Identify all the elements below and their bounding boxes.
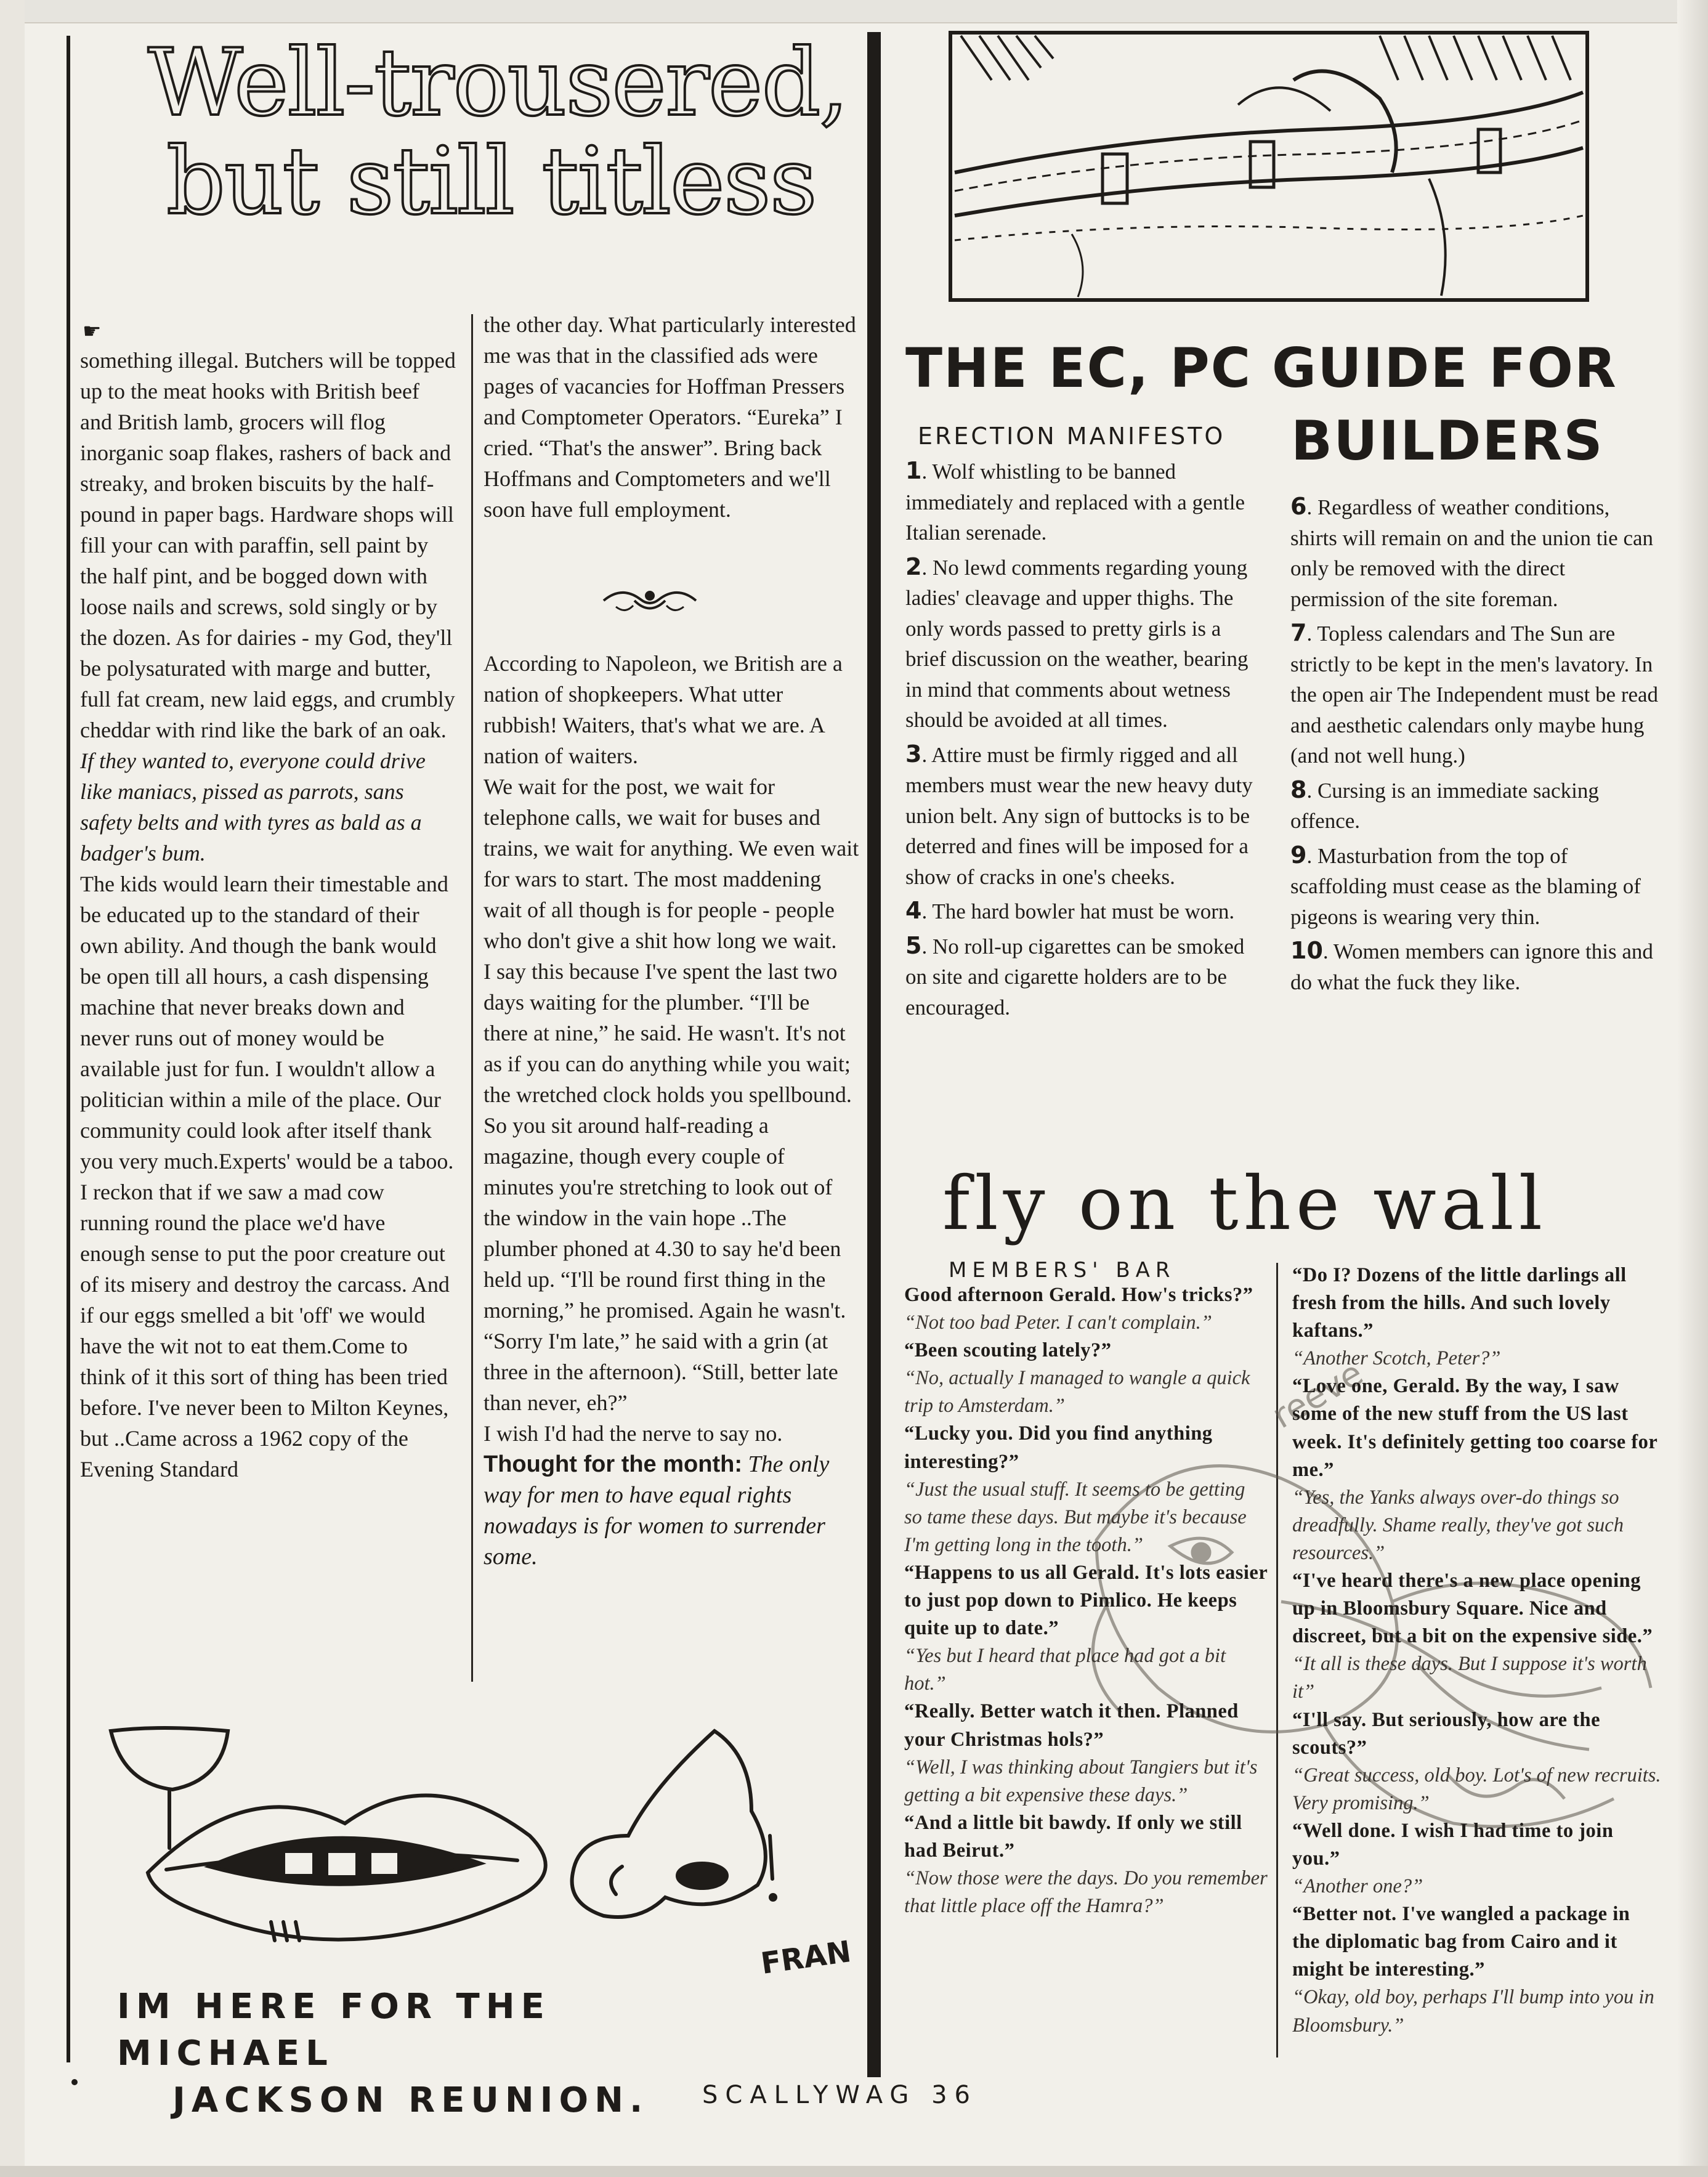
left-border-rule	[67, 36, 70, 2062]
lips-nose-cartoon	[99, 1713, 856, 1984]
guide-rules-column-1	[905, 456, 1263, 1023]
erection-manifesto-subtitle: ERECTION MANIFESTO	[918, 423, 1226, 450]
dialogue-line: “I've heard there's a new place opening up in Bloomsbury Square. Nice and discreet, but a bit on the expensive side.”	[1292, 1570, 1653, 1648]
fly-on-the-wall-title: fly on the wall	[942, 1161, 1548, 1247]
headline-line-2: but still titless	[166, 128, 816, 235]
dialogue-line: “Well done. I wish I had time to join you.”	[1292, 1819, 1614, 1870]
headline-line-1: Well-trousered,	[148, 30, 848, 137]
dialogue-line: “Really. Better watch it then. Planned your Christmas hols?”	[904, 1700, 1239, 1751]
page-right-shadow	[1677, 0, 1708, 2177]
members-bar-dialogue-column-2	[1292, 1262, 1662, 2040]
col2-paragraph: According to Napoleon, we British are a nation of shopkeepers. What utter rubbish! Waiters, that's what we are. A nation of waiters.	[484, 651, 843, 768]
margin-dot	[71, 2079, 78, 2085]
col2-paragraph: I say this because I've spent the last two days waiting for the plumber. “I'll be there at nine,” he said. He wasn't. It's not as if you can do anything while you wait; the wretched clock holds you spellbound. So you sit around half-reading a magazine, though every couple of minutes you're stretching to look out of the window in the vain hope ..The plumber phoned at 4.30 to say he'd been held up. “I'll be round first thing in the morning,” he promised. Again he wasn't.	[484, 959, 852, 1323]
col1-paragraph: something illegal. Butchers will be topped up to the meat hooks with British beef and British lamb, grocers will flog inorganic soap flakes, rashers of back and streaky, and broken biscuits by the half-pound in paper bags. Hardware shops will fill your can with paraffin, sell paint by the half pint, and be bogged down with loose nails and screws, sold singly or by the dozen. As for dairies - my God, they'll be polysaturated with marge and butter, full fat cream, new laid eggs, and crumbly cheddar with rind like the bark of an oak.	[80, 348, 456, 742]
guide-rule: 1. Wolf whistling to be banned immediately and replaced with a gentle Italian serenade.	[905, 457, 1245, 545]
guide-rule: 7. Topless calendars and The Sun are strictly to be kept in the men's lavatory. In the open air The Independent must be read and aesthetic calendars only maybe hung (and not well hung.)	[1290, 619, 1659, 768]
dialogue-line: “No, actually I managed to wangle a quick trip to Amsterdam.”	[904, 1367, 1250, 1417]
caption-line-2: JACKSON REUNION.	[172, 2080, 649, 2120]
dialogue-line: “And a little bit bawdy. If only we still had Beirut.”	[904, 1811, 1242, 1862]
caption-line-1: IM HERE FOR THE MICHAEL	[117, 1987, 551, 2074]
cartoon-caption	[117, 1984, 764, 2124]
center-divider-rule	[867, 32, 881, 2077]
guide-rules-column-2	[1290, 492, 1660, 997]
members-bar-subtitle: MEMBERS' BAR	[949, 1258, 1176, 1283]
page-bottom-edge	[0, 2166, 1708, 2177]
dialogue-line: “Another Scotch, Peter?”	[1292, 1347, 1501, 1370]
guide-title-line-1: THE EC, PC GUIDE FOR	[905, 336, 1617, 400]
article-column-2	[484, 309, 859, 525]
pointing-hand-icon: ☛	[83, 320, 102, 343]
col1-paragraph: The kids would learn their timestable and be educated up to the standard of their own ability. And though the bank would be open till all hours, a cash dispensing machine that never breaks down and never runs out of money would be available just for fun. I wouldn't allow a politician within a mile of the place. Our community could look after itself thank you very much.Experts' would be a taboo. I reckon that if we saw a mad cow running round the place we'd have enough sense to put the poor creature out of its misery and destroy the carcass. And if our eggs smelled a bit 'off' we would have the wit not to eat them.Come to think of it this sort of thing has been tried before. I've never been to Milton Keynes, but ..Came across a 1962 copy of the Evening Standard	[80, 872, 454, 1482]
dialogue-line: “Now those were the days. Do you remember that little place off the Hamra?”	[904, 1867, 1268, 1918]
article-headline	[148, 30, 856, 235]
article-column-1	[80, 345, 456, 1485]
dialogue-line: “Do I? Dozens of the little darlings all fresh from the hills. And such lovely kaftans.”	[1292, 1264, 1627, 1342]
page-top-edge	[0, 0, 1708, 23]
members-bar-dialogue-column-1	[904, 1281, 1268, 1920]
page-footer: SCALLYWAG 36	[702, 2081, 978, 2109]
guide-rule: 2. No lewd comments regarding young ladies' cleavage and upper thighs. The only words passed to pretty girls is a brief discussion on the weather, bearing in mind that comments about wetness should be avoided at all times.	[905, 553, 1249, 732]
guide-rule: 9. Masturbation from the top of scaffolding must cease as the blaming of pigeons is wearing very thin.	[1290, 841, 1641, 929]
guide-rule: 8. Cursing is an immediate sacking offence.	[1290, 776, 1599, 833]
guide-rule: 5. No roll-up cigarettes can be smoked on site and cigarette holders are to be encouraged.	[905, 931, 1245, 1020]
guide-rule: 4. The hard bowler hat must be worn.	[905, 897, 1235, 924]
col2-top-paragraph: the other day. What particularly interested me was that in the classified ads were pages of vacancies for Hoffman Pressers and Comptometer Operators. “Eureka” I cried. “That's the answer”. Bring back Hoffmans and Comptometers and we'll soon have full employment.	[484, 312, 856, 522]
page-gutter	[0, 0, 25, 2177]
dialogue-line: “Love one, Gerald. By the way, I saw some of the new stuff from the US last week. It's definitely getting too coarse for me.”	[1292, 1375, 1657, 1481]
col1-italic-paragraph: If they wanted to, everyone could drive like maniacs, pissed as parrots, sans safety belts and with tyres as bald as a badger's bum.	[80, 748, 426, 866]
dialogue-line: “Okay, old boy, perhaps I'll bump into you in Bloomsbury.”	[1292, 1986, 1654, 2037]
dialogue-line: “Better not. I've wangled a package in the diplomatic bag from Cairo and it might be interesting.”	[1292, 1903, 1630, 1981]
dialogue-line: “Just the usual stuff. It seems to be getting so tame these days. But maybe it's because I'm getting long in the tooth.”	[904, 1478, 1247, 1556]
floral-ornament-icon	[597, 582, 702, 625]
guide-rule: 6. Regardless of weather conditions, shirts will remain on and the union tie can only be removed with the direct permission of the site foreman.	[1290, 493, 1654, 611]
col2-paragraph: “Sorry I'm late,” he said with a grin (at three in the afternoon). “Still, better late than never, eh?”	[484, 1329, 838, 1415]
column-divider-rule	[471, 314, 473, 1682]
dialogue-line: “Well, I was thinking about Tangiers but it's getting a bit expensive these days.”	[904, 1756, 1258, 1806]
guide-rule: 10. Women members can ignore this and do what the fuck they like.	[1290, 937, 1653, 994]
dialogue-line: Good afternoon Gerald. How's tricks?”	[904, 1284, 1253, 1306]
dialogue-line: “Happens to us all Gerald. It's lots easier to just pop down to Pimlico. He keeps quite up to date.”	[904, 1561, 1268, 1640]
article-column-2-lower	[484, 648, 859, 1572]
dialogue-line: “Yes, the Yanks always over-do things so dreadfully. Shame really, they've got such resources.”	[1292, 1486, 1624, 1564]
col2-paragraph: We wait for the post, we wait for telephone calls, we wait for buses and trains, we wait for anything. We even wait for wars to start. The most maddening wait of all though is for people - people who don't give a shit how long we wait.	[484, 774, 859, 953]
dialogue-line: “Great success, old boy. Lot's of new recruits. Very promising.”	[1292, 1764, 1661, 1814]
artist-signature: FRAN	[758, 1934, 854, 1981]
dialogue-line: “Yes but I heard that place had got a bit hot.”	[904, 1645, 1226, 1695]
dialogue-line: “Another one?”	[1292, 1875, 1423, 1898]
guide-title-line-2: BUILDERS	[1291, 409, 1604, 472]
dialogue-line: “I'll say. But seriously, how are the scouts?”	[1292, 1708, 1601, 1759]
dialogue-line: “Not too bad Peter. I can't complain.”	[904, 1311, 1212, 1334]
thought-for-month: Thought for the month: The only way for men to have equal rights nowadays is for women to surrender some.	[484, 1451, 830, 1570]
guide-rule: 3. Attire must be firmly rigged and all members must wear the new heavy duty union belt. Any sign of buttocks is to be deterred and fines will be imposed for a show of cracks in one's cheeks.	[905, 740, 1253, 889]
trousers-illustration	[949, 31, 1589, 302]
dialogue-line: “Been scouting lately?”	[904, 1339, 1112, 1362]
col2-paragraph: I wish I'd had the nerve to say no.	[484, 1421, 783, 1446]
sketch-signature: reeve	[1265, 1353, 1370, 1437]
dialogue-line: “It all is these days. But I suppose it's worth it”	[1292, 1653, 1647, 1703]
dialogue-line: “Lucky you. Did you find anything interesting?”	[904, 1422, 1213, 1473]
